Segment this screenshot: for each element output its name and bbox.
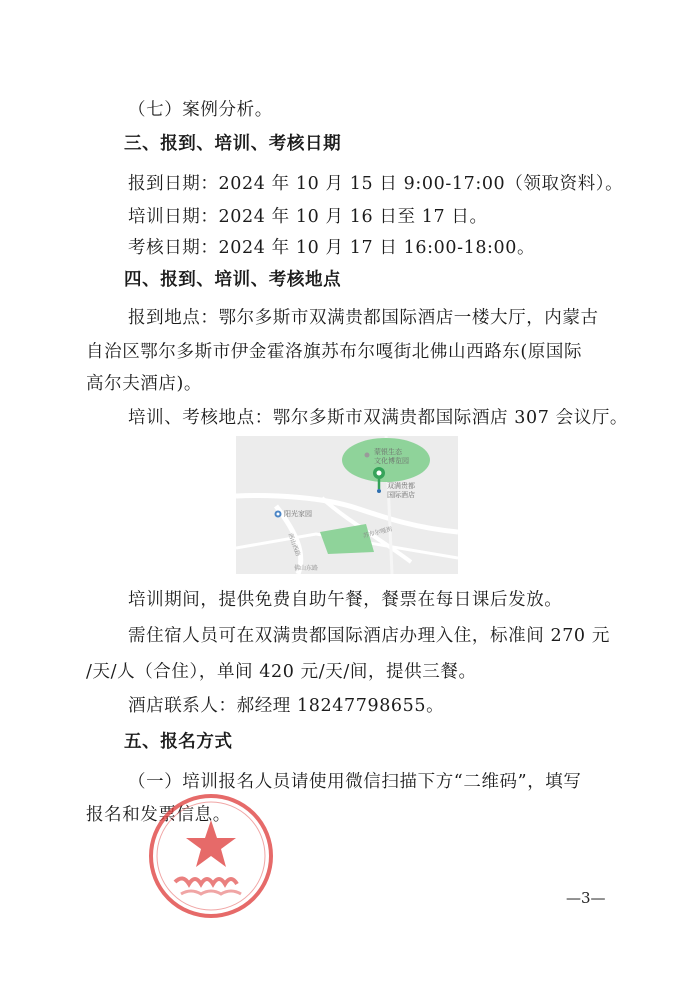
lunch-info: 培训期间，提供免费自助午餐，餐票在每日课后发放。 bbox=[128, 590, 563, 610]
hotel-label: 双满贵都 国际酒店 bbox=[387, 482, 415, 499]
official-seal-stamp bbox=[145, 790, 277, 922]
registration-location-line-2: 自治区鄂尔多斯市伊金霍洛旗苏布尔嘎街北佛山西路东(原国际 bbox=[86, 342, 583, 362]
road-label-xishan: 西山西路 bbox=[286, 532, 302, 558]
registration-date: 报到日期：2024 年 10 月 15 日 9:00-17:00（领取资料）。 bbox=[128, 174, 624, 194]
road-label-subuerga: 苏布尔嘎街 bbox=[362, 525, 394, 540]
accommodation-info-line-2: /天/人（合住），单间 420 元/天/间，提供三餐。 bbox=[86, 662, 477, 682]
exam-date: 考核日期：2024 年 10 月 17 日 16:00-18:00。 bbox=[128, 238, 536, 258]
park-label: 蒙银生态 文化博览园 bbox=[374, 448, 409, 465]
location-map bbox=[236, 436, 458, 574]
signup-method-line-2: 报名和发票信息。 bbox=[86, 805, 231, 825]
section-3-heading: 三、报到、培训、考核日期 bbox=[124, 134, 342, 154]
accommodation-info-line-1: 需住宿人员可在双满贵都国际酒店办理入住，标准间 270 元 bbox=[128, 626, 610, 646]
road-label-foshan: 佛山东路 bbox=[294, 565, 319, 572]
case-analysis-item: （七）案例分析。 bbox=[128, 100, 273, 120]
section-5-heading: 五、报名方式 bbox=[124, 732, 233, 752]
map-graphic bbox=[236, 436, 458, 574]
training-date: 培训日期：2024 年 10 月 16 日至 17 日。 bbox=[128, 207, 488, 227]
training-exam-location: 培训、考核地点：鄂尔多斯市双满贵都国际酒店 307 会议厅。 bbox=[128, 408, 629, 428]
seal-star-icon bbox=[186, 820, 236, 867]
community-label: 阳光家园 bbox=[284, 510, 312, 518]
registration-location-line-1: 报到地点：鄂尔多斯市双满贵都国际酒店一楼大厅，内蒙古 bbox=[128, 308, 599, 328]
page-number: —3— bbox=[566, 889, 606, 907]
section-4-heading: 四、报到、培训、考核地点 bbox=[124, 270, 342, 290]
hotel-contact: 酒店联系人：郝经理 18247798655。 bbox=[128, 696, 445, 716]
park-marker-icon bbox=[365, 453, 370, 458]
registration-location-line-3: 高尔夫酒店)。 bbox=[86, 374, 203, 394]
signup-method-line-1: （一）培训报名人员请使用微信扫描下方“二维码”，填写 bbox=[128, 772, 582, 792]
